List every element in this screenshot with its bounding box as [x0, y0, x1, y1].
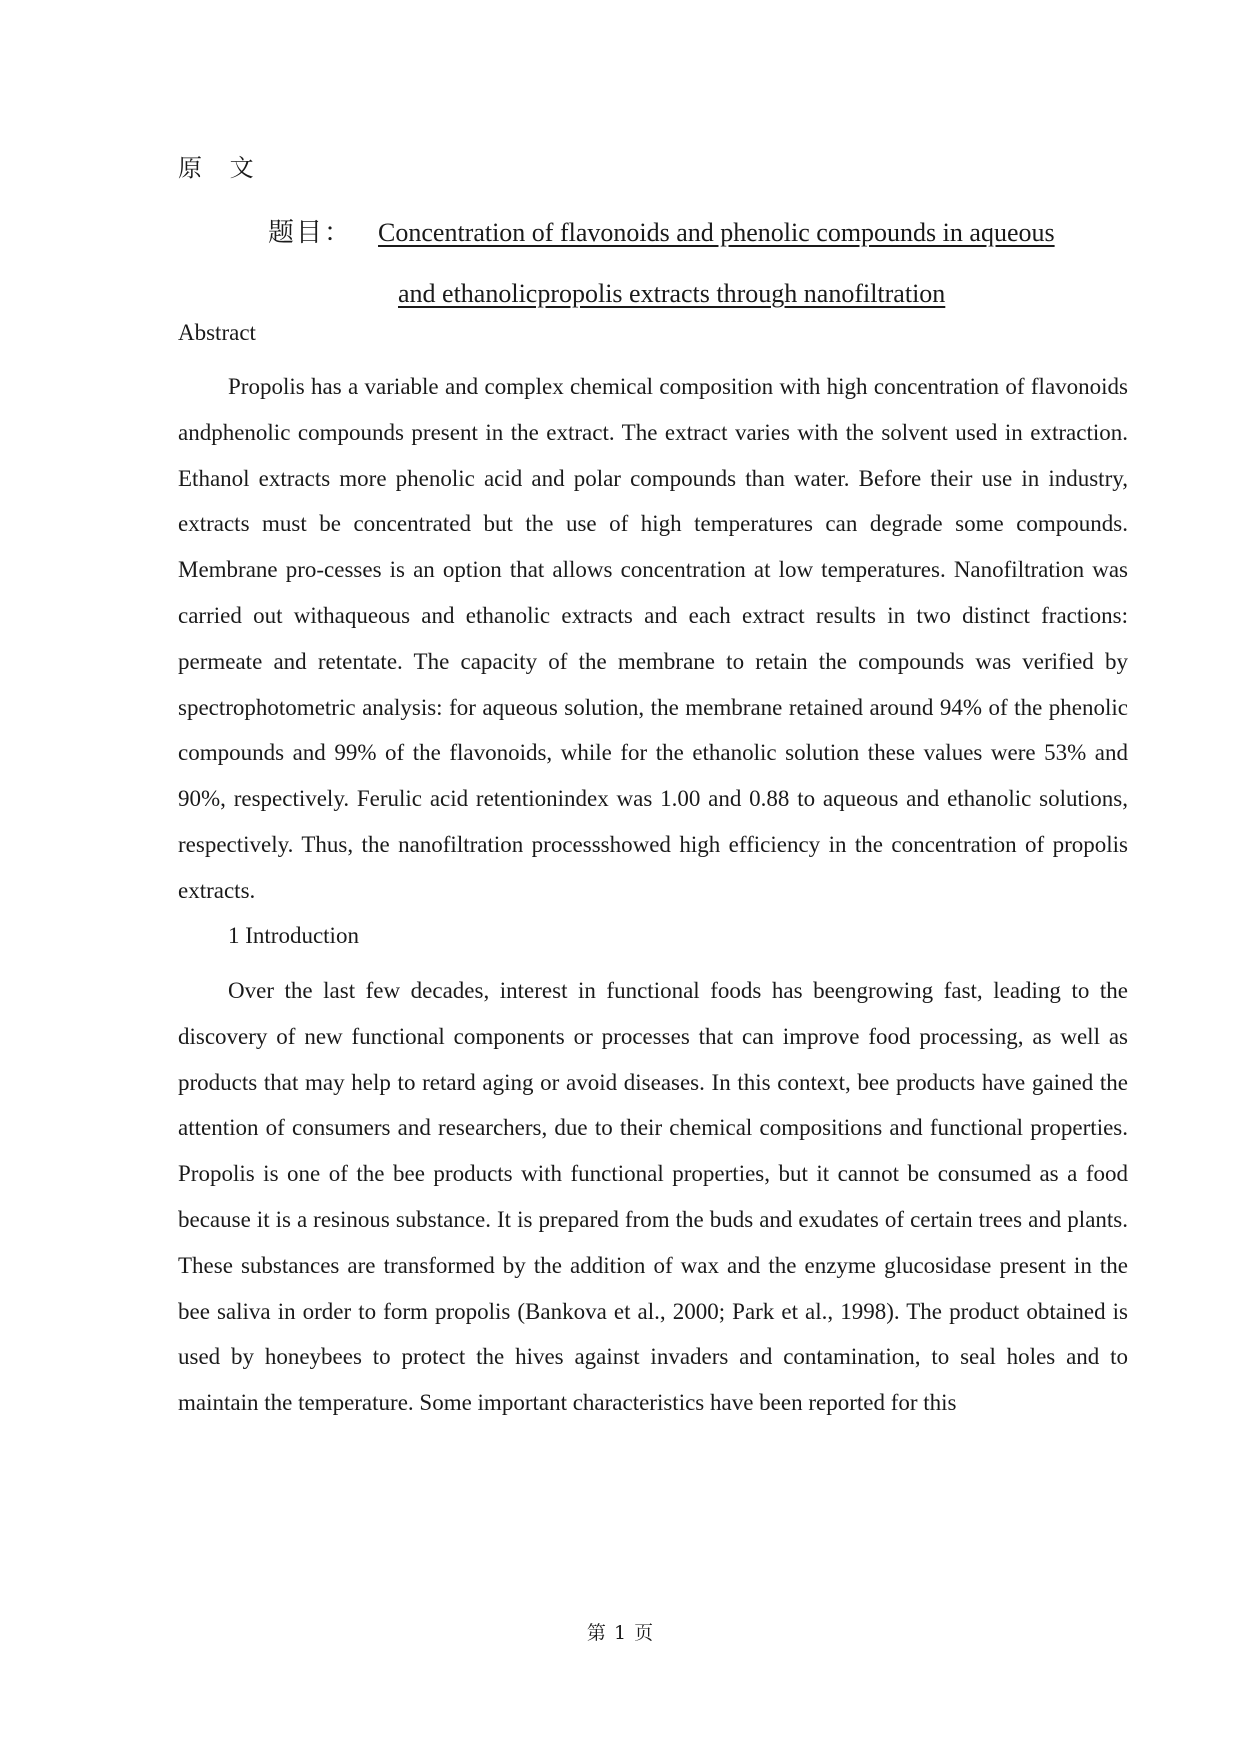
abstract-heading: Abstract: [178, 320, 256, 345]
title-row-2: [268, 279, 1128, 309]
abstract-paragraph: Propolis has a variable and complex chemical composition with high concentration of flavonoids andphenolic compounds present in the extract. The extract varies with the solvent used in extraction. Ethanol extracts more phenolic acid and polar compounds than water. Before their use in industry, extracts must be concentrated but the use of high temperatures can degrade some compounds. Membrane pro-cesses is an option that allows concentration at low temperatures. Nanofiltration was carried out withaqueous and ethanolic extracts and each extract results in two distinct fractions: permeate and retentate. The capacity of the membrane to retain the compounds was verified by spectrophotometric analysis: for aqueous solution, the membrane retained around 94% of the phenolic compounds and 99% of the flavonoids, while for the ethanolic solution these values were 53% and 90%, respectively. Ferulic acid retentionindex was 1.00 and 0.88 to aqueous and ethanolic solutions, respectively. Thus, the nanofiltration processshowed high efficiency in the concentration of propolis extracts.: [178, 374, 1128, 903]
title-prefix: 题目：: [268, 218, 353, 248]
introduction-paragraph: Over the last few decades, interest in functional foods has beengrowing fast, leading to the discovery of new functional components or processes that can improve food processing, as well as products that may help to retard aging or avoid diseases. In this context, bee products have gained the attention of consumers and researchers, due to their chemical compositions and functional properties. Propolis is one of the bee products with functional properties, but it cannot be consumed as a food because it is a resinous substance. It is prepared from the buds and exudates of certain trees and plants. These substances are transformed by the addition of wax and the enzyme glucosidase present in the bee saliva in order to form propolis (Bankova et al., 2000; Park et al., 1998). The product obtained is used by honeybees to protect the hives against invaders and contamination, to seal holes and to maintain the temperature. Some important characteristics have been reported for this: [178, 978, 1128, 1416]
introduction-heading: 1 Introduction: [228, 923, 359, 948]
title-line-2: and ethanolicpropolis extracts through nanofiltration: [398, 279, 946, 308]
section-label: 原 文: [178, 154, 264, 182]
title-block: [268, 212, 1128, 309]
title-line-1: Concentration of flavonoids and phenolic compounds in aqueous: [378, 218, 1055, 247]
page-number: 第 1 页: [586, 1622, 655, 1644]
title-row-1: [268, 212, 1128, 249]
